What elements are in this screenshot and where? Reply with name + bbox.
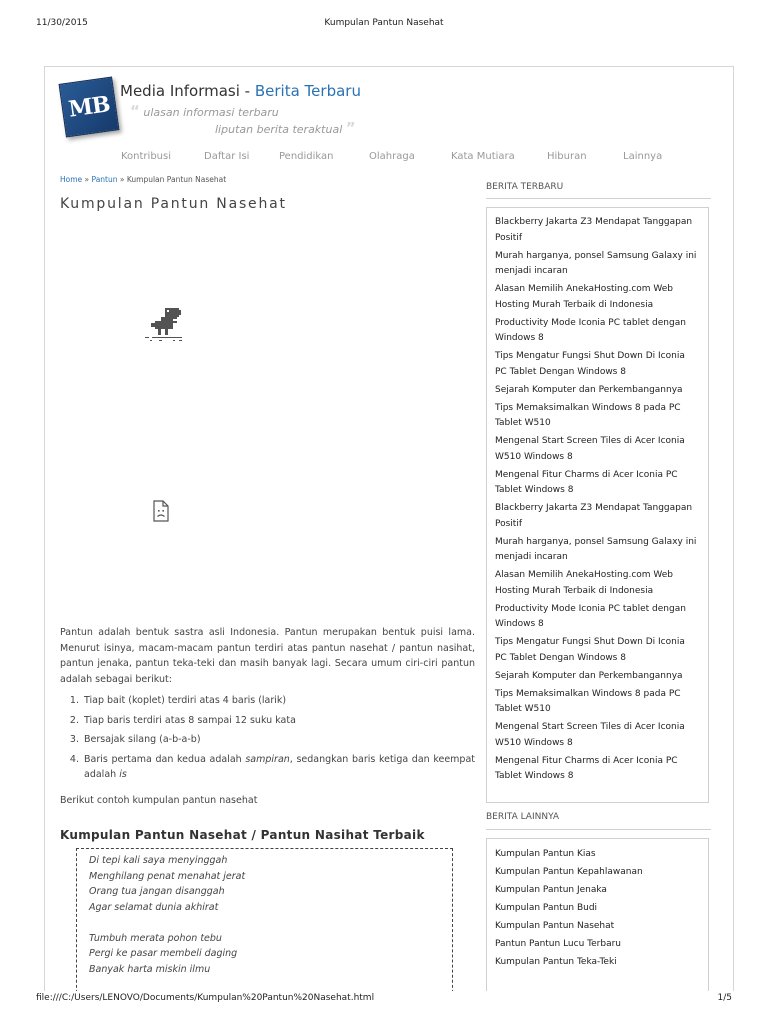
sidebar-link[interactable]: Blackberry Jakarta Z3 Mendapat Tanggapan Positif	[495, 503, 693, 529]
close-quote-icon: ”	[345, 119, 356, 137]
pantun-line: Di tepi kali saya menyinggah	[89, 855, 228, 866]
print-header	[0, 18, 768, 32]
sidebar-link[interactable]: Kumpulan Pantun Teka-Teki	[495, 957, 617, 967]
sidebar-link[interactable]: Alasan Memilih AnekaHosting.com Web Hosting Murah Terbaik di Indonesia	[495, 284, 674, 310]
pantun-stanza	[89, 931, 452, 978]
sidebar-link[interactable]: Mengenal Fitur Charms di Acer Iconia PC Tablet Windows 8	[495, 755, 678, 781]
ciri-list	[60, 693, 475, 783]
pantun-box	[76, 848, 453, 991]
site-name[interactable]: Media Informasi - Berita Terbaru	[120, 82, 361, 100]
breadcrumb-home[interactable]: Home	[60, 175, 83, 184]
broken-image-icon	[153, 500, 169, 522]
sidebar-link[interactable]: Kumpulan Pantun Kepahlawanan	[495, 867, 643, 877]
main-nav	[45, 151, 733, 165]
sidebar-link[interactable]: Tips Mengatur Fungsi Shut Down Di Iconia PC Tablet Dengan Windows 8	[495, 351, 685, 377]
sidebar-link[interactable]: Murah harganya, ponsel Samsung Galaxy ini menjadi incaran	[495, 250, 697, 276]
print-date: 11/30/2015	[36, 18, 88, 28]
nav-item-lainnya[interactable]: Lainnya	[623, 151, 663, 162]
berita-lainnya-rule	[486, 829, 711, 830]
nav-item-hiburan[interactable]: Hiburan	[547, 151, 587, 162]
breadcrumb-current: Kumpulan Pantun Nasehat	[126, 175, 227, 184]
berita-lainnya-title: BERITA LAINNYA	[486, 812, 560, 822]
sidebar-link[interactable]: Sejarah Komputer dan Perkembangannya	[495, 670, 683, 681]
example-intro: Berikut contoh kumpulan pantun nasehat	[60, 794, 258, 806]
pantun-line: Agar selamat dunia akhirat	[89, 901, 219, 913]
list-item: 2. Tiap baris terdiri atas 8 sampai 12 suku kata	[82, 713, 475, 729]
sidebar-link[interactable]: Kumpulan Pantun Nasehat	[495, 921, 615, 931]
sidebar-link[interactable]: Tips Memaksimalkan Windows 8 pada PC Tablet W510	[495, 688, 681, 714]
berita-terbaru-title: BERITA TERBARU	[486, 182, 564, 192]
section-heading: Kumpulan Pantun Nasehat / Pantun Nasihat Terbaik	[60, 828, 425, 842]
sidebar-link[interactable]: Tips Memaksimalkan Windows 8 pada PC Tablet W510	[495, 402, 681, 428]
nav-item-pendidikan[interactable]: Pendidikan	[279, 151, 334, 162]
pantun-line: Pergi ke pasar membeli daging	[89, 948, 238, 959]
breadcrumb-category[interactable]: Pantun	[91, 175, 118, 184]
sidebar-link[interactable]: Tips Mengatur Fungsi Shut Down Di Iconia PC Tablet Dengan Windows 8	[495, 637, 685, 663]
site-tagline-1: “ ulasan informasi terbaru	[130, 102, 279, 120]
print-file-path: file:///C:/Users/LENOVO/Documents/Kumpulan%20Pantun%20Nasehat.html	[36, 993, 375, 1003]
sidebar-link[interactable]: Blackberry Jakarta Z3 Mendapat Tanggapan Positif	[495, 217, 693, 243]
intro-paragraph: Pantun adalah bentuk sastra asli Indonesia. Pantun merupakan bentuk puisi lama. Menurut isinya, macam-macam pantun terdiri atas pantun nasehat / pantun nasihat, pantun jenaka, pantun teka-teki dan masih banyak lagi. Secara umum ciri-ciri pantun adalah sebagai berikut:	[60, 627, 475, 685]
pantun-line: Menghilang penat menahat jerat	[89, 870, 246, 882]
article-body	[60, 625, 475, 844]
berita-terbaru-rule	[486, 198, 711, 199]
print-page-number: 1/5	[717, 993, 732, 1003]
pantun-line: Banyak harta miskin ilmu	[89, 963, 211, 975]
list-item: 4. Baris pertama dan kedua adalah sampiran, sedangkan baris ketiga dan keempat adalah is	[82, 752, 475, 783]
sidebar-link[interactable]: Kumpulan Pantun Jenaka	[495, 885, 607, 895]
berita-terbaru-box	[486, 207, 709, 803]
list-item: 3. Bersajak silang (a-b-a-b)	[82, 732, 475, 748]
sidebar-link[interactable]: Mengenal Start Screen Tiles di Acer Iconia W510 Windows 8	[495, 436, 685, 462]
web-page	[44, 66, 734, 991]
page-title: Kumpulan Pantun Nasehat	[60, 196, 287, 212]
sidebar-link[interactable]: Mengenal Start Screen Tiles di Acer Iconia W510 Windows 8	[495, 722, 685, 748]
nav-item-daftar-isi[interactable]: Daftar Isi	[204, 151, 250, 162]
nav-item-kontribusi[interactable]: Kontribusi	[121, 151, 171, 162]
offline-dino-icon	[145, 308, 185, 346]
pantun-line: Tumbuh merata pohon tebu	[89, 932, 222, 944]
sidebar-link[interactable]: Pantun Pantun Lucu Terbaru	[495, 939, 621, 949]
print-title: Kumpulan Pantun Nasehat	[324, 18, 444, 28]
site-tagline-2: liputan berita teraktual ”	[215, 119, 356, 137]
sidebar-link[interactable]: Murah harganya, ponsel Samsung Galaxy ini menjadi incaran	[495, 536, 697, 562]
nav-item-olahraga[interactable]: Olahraga	[369, 151, 415, 162]
pantun-line: Orang tua jangan disanggah	[89, 886, 225, 897]
sidebar-link[interactable]: Kumpulan Pantun Budi	[495, 903, 598, 913]
sidebar-link[interactable]: Kumpulan Pantun Kias	[495, 849, 596, 859]
breadcrumb: Home » Pantun » Kumpulan Pantun Nasehat	[60, 175, 227, 184]
sidebar-link[interactable]: Productivity Mode Iconia PC tablet dengan Windows 8	[495, 317, 686, 343]
site-logo[interactable]: MB	[59, 77, 120, 138]
pantun-stanza	[89, 853, 452, 915]
sidebar-link[interactable]: Sejarah Komputer dan Perkembangannya	[495, 384, 683, 395]
open-quote-icon: “	[130, 102, 140, 120]
sidebar-link[interactable]: Mengenal Fitur Charms di Acer Iconia PC Tablet Windows 8	[495, 469, 678, 495]
nav-item-kata-mutiara[interactable]: Kata Mutiara	[451, 151, 515, 162]
sidebar-link[interactable]: Alasan Memilih AnekaHosting.com Web Hosting Murah Terbaik di Indonesia	[495, 570, 674, 596]
list-item: 1. Tiap bait (koplet) terdiri atas 4 baris (larik)	[82, 693, 475, 709]
berita-lainnya-box	[486, 838, 709, 991]
sidebar-link[interactable]: Productivity Mode Iconia PC tablet dengan Windows 8	[495, 603, 686, 629]
